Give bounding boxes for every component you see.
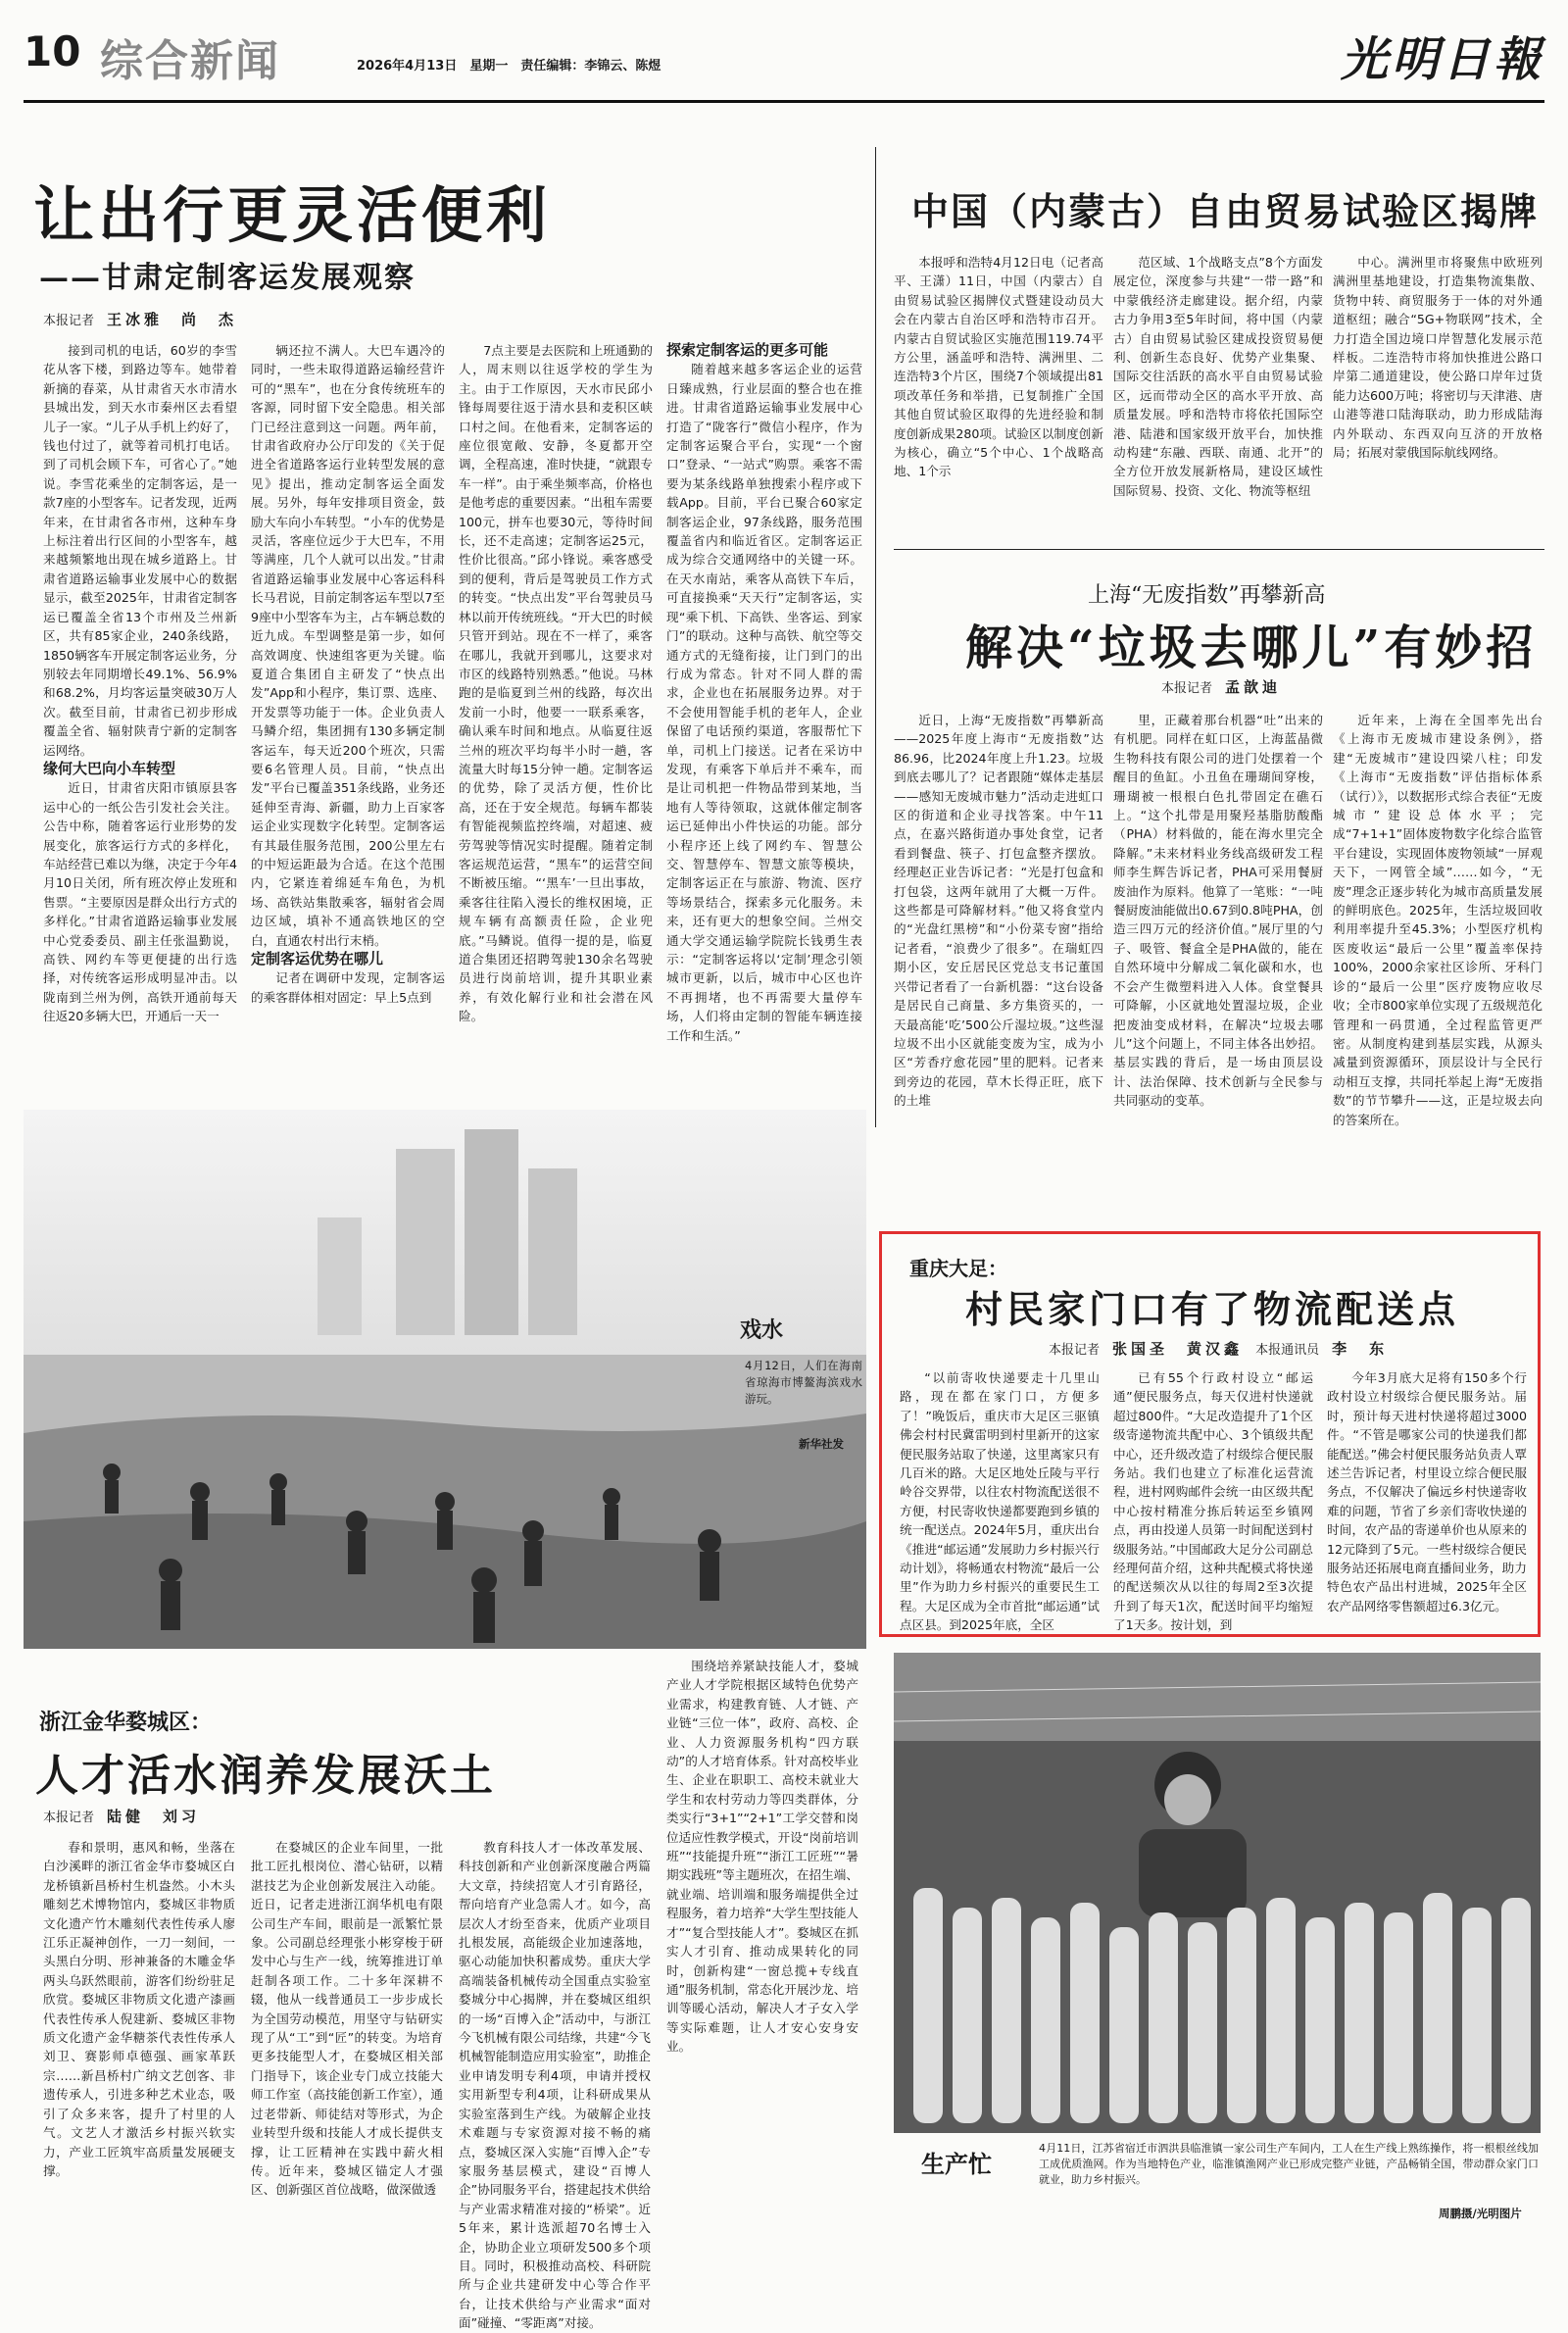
byline-names: 李 东 xyxy=(1332,1340,1389,1358)
article-5-column-2 xyxy=(251,1838,443,2214)
article-3-kicker: 上海“无废指数”再攀新高 xyxy=(1088,583,1326,608)
article-4-kicker: 重庆大足： xyxy=(909,1257,1007,1280)
photo-2-credit: 周鹏摄/光明图片 xyxy=(1439,2207,1522,2220)
paragraph: 今年3月底大足将有150多个行政村设立村级综合便民服务站。届时，预计每天进村快递将超过3000件。“不管是哪家公司的快递我们都能配送。”佛会村便民服务站负责人覃述兰告诉记者，村里设立综合便民服务点，不仅解决了偏远乡村快递寄收难的问题，节省了乡亲们寄收快递的时间，农产品的寄递单价也从原来的12元降到了5元。一些村级综合便民服务站还拓展电商直播间业务，助力特色农产品出村进城，2025年全区农产品网络零售额超过6.3亿元。 xyxy=(1327,1370,1527,1613)
article-4-column-1 xyxy=(900,1368,1100,1633)
byline-prefix: 本报记者 xyxy=(43,1811,95,1825)
byline-prefix: 本报记者 xyxy=(1049,1343,1101,1358)
article-3-column-2 xyxy=(1113,711,1323,1211)
article-1-subtitle: ——甘肃定制客运发展观察 xyxy=(39,261,416,295)
article-3-column-3 xyxy=(1333,711,1543,1211)
paragraph: 本报呼和浩特4月12日电（记者高平、王潇）11日，中国（内蒙古）自由贸易试验区揭牌仪式暨建设动员大会在内蒙古自治区呼和浩特市召开。内蒙古自贸试验区实施范围119.74平方公里，涵盖呼和浩特、满洲里、二连浩特3个片区，围绕7个领域提出81项改革任务和举措，已复制推广全国其他自贸试验区取得的先进经验和制度创新成果280项。试验区以制度创新为核心，确立“5个中心、1个战略高地、1个示 xyxy=(894,255,1103,479)
section-name: 综合新闻 xyxy=(100,36,280,86)
article-2-title: 中国（内蒙古）自由贸易试验区揭牌 xyxy=(911,189,1540,233)
paragraph: 记者在调研中发现，定制客运的乘客群体相对固定：早上5点到 xyxy=(251,970,445,1005)
paragraph: 近日，上海“无废指数”再攀新高——2025年度上海市“无废指数”达86.96，比2024年度上升1.23。垃圾到底去哪儿了？记者跟随“媒体走基层——感知无废城市魅力”活动走进虹口区的街道和企业寻找答案。中午11点，在嘉兴路街道办事处食堂，记者看到餐盘、筷子、打包盒整齐摆放。经理赵正业告诉记者：“光是打包盒和打包袋，这两年就用了大概一万件。这些都是可降解材料。”他又将食堂内的“光盘红黑榜”和“小份菜专窗”指给记者看，“浪费少了很多”。在瑞虹四期小区，安丘居民区党总支书记董国兴带记者看了一台新机器：“这台设备是居民自己商量、多方集资买的，一天最高能‘吃’500公斤湿垃圾。”这些湿垃圾不出小区就能变废为宝，成为小区“芳香疗愈花园”里的肥料。记者来到旁边的花园，草木长得正旺，底下的土堆 xyxy=(894,713,1103,1109)
subheading: 探索定制客运的更多可能 xyxy=(666,341,829,359)
byline-names: 王冰雅 尚 杰 xyxy=(107,311,238,328)
paragraph: 接到司机的电话，60岁的李雪花从客下楼，到路边等车。她带着新摘的春菜，从甘肃省天水市清水县城出发，到天水市秦州区去看望儿子一家。“儿子从手机上约好了，钱也付过了，就等着司机打电话。到了司机会顾下车，可省心了。”她说。李雪花乘坐的定制客运，是一款7座的小型客车。记者发现，近两年来，在甘肃省各市州，这种车身上标注着出行区间的小型客车，越来越频繁地出现在城乡道路上。甘肃省道路运输事业发展中心的数据显示，截至2025年，甘肃省定制客运已覆盖全省13个市州及兰州新区，共有85家企业，240条线路，1850辆客车开展定制客运业务，分别较去年同期增长49.1%、56.9%和68.2%，月均客运量突破30万人次。截至目前，甘肃省已初步形成覆盖全省、辐射陕青宁新的定制客运网络。 xyxy=(43,343,237,758)
article-4-column-3 xyxy=(1327,1368,1527,1621)
article-1-title: 让出行更灵活便利 xyxy=(33,179,552,251)
article-1-column-3 xyxy=(459,341,653,1086)
subheading: 定制客运优势在哪儿 xyxy=(251,950,384,968)
paragraph: 围绕培养紧缺技能人才，婺城产业人才学院根据区域特色优势产业需求，构建教育链、人才链、产业链“三位一体”，政府、高校、企业、人力资源服务机构“四方联动”的人才培育体系。针对高校毕业生、企业在职职工、高校未就业大学生和农村劳动力等四类群体，分类实行“3+1”“2+1”工学交替和岗位适应性教学模式，开设“岗前培训班”“技能提升班”“浙江工匠班”“暑期实践班”等主题班次，在招生端、就业端、培训端和服务端提供全过程服务，着力培养“大学生型技能人才”“复合型技能人才”。婺城区在抓实人才引育、推动成果转化的同时，创新构建“一窗总揽+专线直通”服务机制，常态化开展沙龙、培训等暖心活动，解决人才子女入学等实际难题，让人才安心安身安业。 xyxy=(666,1659,858,2055)
article-3-column-1 xyxy=(894,711,1103,1211)
paragraph: 辆还拉不满人。大巴车遇冷的同时，一些未取得道路运输经营许可的“黑车”，也在分食传统班车的客源，同时留下安全隐患。相关部门已经注意到这一问题。两年前，甘肃省政府办公厅印发的《关于促进全省道路客运行业转型发展的意见》提出，推动定制客运全面发展。另外，每年安排项目资金，鼓励大车向小车转型。“小车的优势是灵活，客座位远少于大巴车，不用等满座，几个人就可以出发。”甘肃省道路运输事业发展中心客运科科长马君说，目前定制客运车型以7至9座中小型客车为主，占车辆总数的近九成。车型调整是第一步，如何高效调度、快速组客更为关键。临夏道合集团自主研发了“快点出发”App和小程序，集订票、选座、开发票等功能于一体。企业负责人马鳞介绍，集团拥有130多辆定制客运车，每天近200个班次，只需要6名管理人员。目前，“快点出发”平台已覆盖351条线路，业务还延伸至青海、新疆，助力上百家客运企业实现数字化转型。定制客运有其最佳服务范围，200公里左右的中短运距最为合适。在这个范围内，它紧连着绵延车角色，为机场、高铁站集散乘客，辐射省会周边区域，填补不通高铁地区的空白，直通农村出行末梢。 xyxy=(251,343,445,948)
newspaper-logo: 光明日報 xyxy=(1340,32,1544,87)
beach-photo xyxy=(24,1110,866,1649)
paragraph: 教育科技人才一体改革发展、科技创新和产业创新深度融合两篇大文章，持续招宽人才引育路径，帮向培育产业急需人才。如今，高层次人才纷至沓来，优质产业项目扎根发展，高能级企业加速落地，驱心动能加快积蓄成势。重庆大学高端装备机械传动全国重点实验室婺城分中心揭牌，并在婺城区组织的一场“百博入企”活动中，与浙江今飞机械有限公司结缘，共建“今飞机械智能制造应用实验室”，助推企业申请发明专利4项，申请并授权实用新型专利4项，让科研成果从实验室落到生产线。为破解企业技术难题与专家资源对接不畅的痛点，婺城区深入实施“百博入企”专家服务基层模式，建设“百博人企”协同服务平台，搭建起技术供给与产业需求精准对接的“桥梁”。近5年来，累计选派超70名博士入企，协助企业立项研发500多个项目。同时，积极推动高校、科研院所与企业共建研发中心等合作平台，让技术供给与产业需求“面对面”碰撞、“零距离”对接。 xyxy=(459,1840,651,2331)
article-1-column-1 xyxy=(43,341,237,1086)
article-5-column-3 xyxy=(459,1838,651,2331)
photo-1-title: 戏水 xyxy=(740,1317,784,1343)
byline-names: 陆健 刘习 xyxy=(107,1808,201,1825)
article-5-kicker: 浙江金华婺城区： xyxy=(39,1710,213,1735)
photo-2-caption: 4月11日，江苏省宿迁市泗洪县临淮镇一家公司生产车间内，工人在生产线上熟练操作，将一根根丝线加工成优质渔网。作为当地特色产业，临淮镇渔网产业已形成完整产业链，产品畅销全国，带动群众家门口就业，助力乡村振兴。 xyxy=(1039,2142,1539,2186)
photo-2-title: 生产忙 xyxy=(921,2150,992,2178)
paragraph: 范区域、1个战略支点”8个方面发展定位，深度参与共建“一带一路”和中蒙俄经济走廊建设。据介绍，内蒙古力争用3至5年时间，将中国（内蒙古）自由贸易试验区建成投资贸易便利、创新生态良好、优势产业集聚、国际交往活跃的高水平自由贸易试验区，远而带动全区的高水平开放、高质量发展。呼和浩特市将依托国际空港、陆港和国家级开放平台，加快推动构建“东融、西联、南通、北开”的全方位开放发展新格局，建设区域性国际贸易、投资、文化、物流等枢纽 xyxy=(1113,255,1323,498)
subheading: 缘何大巴向小车转型 xyxy=(43,759,176,777)
paragraph: 里，正藏着那台机器“吐”出来的有机肥。同样在虹口区，上海蓝晶微生物科技有限公司的进门处摆着一个醒目的鱼缸。小丑鱼在珊瑚间穿梭，珊瑚被一根根白色扎带固定在礁石上。“这个扎带是用聚羟基脂肪酸酯（PHA）材料做的，能在海水里完全降解。”未来材料业务线高级研发工程师李生辉告诉记者，PHA可采用餐厨废油作为原料。他算了一笔账：“一吨餐厨废油能做出0.67到0.8吨PHA，创造三四万元的经济价值。”展厅里的勺子、吸管、餐盒全是PHA做的，能在自然环境中分解成二氧化碳和水，也不会产生微塑料进入人体。食堂餐具可降解，小区就地处置湿垃圾，企业把废油变成材料，在解决“垃圾去哪儿”这个问题上，不同主体各出妙招。基层实践的背后，是一场由顶层设计、法治保障、技术创新与全民参与共同驱动的变革。 xyxy=(1113,713,1323,1109)
photo-1-caption: 4月12日，人们在海南省琼海市博鳌海滨戏水游玩。 xyxy=(745,1359,862,1406)
section-divider xyxy=(894,549,1544,550)
byline-names: 张国圣 黄汉鑫 xyxy=(1112,1340,1244,1358)
page-number: 10 xyxy=(24,27,81,75)
photo-1-credit: 新华社发 xyxy=(799,1437,844,1451)
article-4-column-2 xyxy=(1113,1368,1313,1633)
article-5-title: 人才活水润养发展沃土 xyxy=(35,1751,496,1801)
byline-prefix: 本报记者 xyxy=(1161,681,1213,696)
article-3-title: 解决“垃圾去哪儿”有妙招 xyxy=(965,620,1538,675)
article-4-title: 村民家门口有了物流配送点 xyxy=(965,1287,1460,1331)
masthead xyxy=(24,27,1544,103)
paragraph: “以前寄收快递要走十几里山路，现在都在家门口，方便多了！”晚饭后，重庆市大足区三驱镇佛会村村民冀雷明到村里新开的这家便民服务站取了快递，这里离家只有几百米的路。大足区地处丘陵与平行岭谷交界带，以往农村物流配送很不方便，村民寄收快递都要跑到乡镇的统一配送点。2024年5月，重庆出台《推进“邮运通”发展助力乡村振兴行动计划》，将畅通农村物流“最后一公里”作为助力乡村振兴的重要民生工程。大足区成为全市首批“邮运通”试点区县。到2025年底，全区 xyxy=(900,1370,1100,1633)
byline-prefix: 本报通讯员 xyxy=(1255,1343,1320,1358)
factory-photo-image xyxy=(894,1653,1541,2133)
byline-names: 孟歆迪 xyxy=(1225,678,1282,696)
factory-photo xyxy=(894,1653,1541,2133)
article-3-byline xyxy=(1161,676,1281,697)
date-editor-line: 2026年4月13日 星期一 责任编辑：李锦云、陈煜 xyxy=(357,59,662,74)
paragraph: 中心。满洲里市将聚焦中欧班列满洲里基地建设，打造集物流集散、货物中转、商贸服务于一体的对外通道枢纽；融合“5G+物联网”技术，全力打造全国边境口岸智慧化发展示范样板。二连浩特市将加快推进公路口岸第二通道建设，使公路口岸年过货能力达600万吨；将密切与天津港、唐山港等港口陆海联动，助力形成陆海内外联动、东西双向互济的开放格局；拓展对蒙俄国际航线网络。 xyxy=(1333,255,1543,461)
article-4-byline xyxy=(1049,1338,1388,1359)
beach-photo-image xyxy=(24,1110,866,1649)
article-1-column-4 xyxy=(666,341,862,1086)
column-divider xyxy=(875,147,876,1127)
article-5-byline xyxy=(43,1806,200,1826)
article-2-column-2 xyxy=(1113,253,1323,539)
byline-prefix: 本报记者 xyxy=(43,314,95,328)
paragraph: 近日，甘肃省庆阳市镇原县客运中心的一纸公告引发社会关注。公告中称，随着客运行业形势的发展变化，旅客运行方式的多样化，车站经营已难以为继，决定于今年4月10日关闭，所有班次停止发班和售票。“主要原因是群众出行方式的多样化。”甘肃省道路运输事业发展中心党委委员、副主任张温勤说，高铁、网约车等更便捷的出行选择，对传统客运形成明显冲击。以陇南到兰州为例，高铁开通前每天往返20多辆大巴，开通后一天一 xyxy=(43,780,237,1024)
paragraph: 随着越来越多客运企业的运营日臻成熟，行业层面的整合也在推进。甘肃省道路运输事业发展中心打造了“陇客行”微信小程序，作为定制客运聚合平台，实现“一个窗口”登录、“一站式”购票。乘客不需要为某条线路单独搜索小程序或下载App。目前，平台已聚合60家定制客运企业，97条线路，服务范围覆盖省内和临近省区。定制客运正成为综合交通网络中的关键一环。在天水南站，乘客从高铁下车后，可直接换乘“天天行”定制客运，实现“乘下机、下高铁、坐客运、到家门”的联动。这种与高铁、航空等交通方式的无缝衔接，让门到门的出行成为常态。针对不同人群的需求，企业也在拓展服务边界。对于不会使用智能手机的老年人，企业保留了电话预约渠道，客服帮忙下单，司机上门接送。记者在采访中发现，有乘客下单后并不乘车，而是让司机把一件物品带到某地，当地有人等待领取，这就体催定制客运已延伸出小件快运的功能。部分小程序还上线了网约车、智慧公交、智慧停车、智慧文旅等模块，定制客运正在与旅游、物流、医疗等场景结合，探索多元化服务。未来，还有更大的想象空间。兰州交通大学交通运输学院院长钱勇生表示：“定制客运将以‘定制’理念引领城市更新，以后，城市中心区也许不再拥堵，也不再需要大量停车场，人们将由定制的智能车辆连接工作和生活。” xyxy=(666,362,862,1043)
paragraph: 近年来，上海在全国率先出台《上海市无废城市建设条例》，搭建“无废城市”建设四梁八柱；印发《上海市“无废指数”评估指标体系（试行）》，以数据形式综合表征“无废城市”建设总体水平；完成“7+1+1”固体废物数字化综合监管平台建设，实现固体废物领域“一屏观天下，一网管全域”……如今，“无废”理念正逐步转化为城市高质量发展的鲜明底色。2025年，生活垃圾回收利用率提升至45.3%；小型医疗机构医废收运“最后一公里”覆盖率保持100%，2000余家社区诊所、牙科门诊的“最后一公里”医疗废物应收尽收；全市800家单位实现了五级规范化管理和一码贯通，全过程监管更严密。从制度构建到基层实践，从源头减量到资源循环，顶层设计与全民行动相互支撑，共同托举起上海“无废指数”的节节攀升——这，正是垃圾去向的答案所在。 xyxy=(1333,713,1543,1127)
paragraph: 7点主要是去医院和上班通勤的人，周末则以往返学校的学生为主。由于工作原因，天水市民邱小锋每周要往返于清水县和麦积区峡口村之间。在他看来，定制客运的座位很宽敞、安静，冬夏都开空调，全程高速，准时快捷，“就跟专车一样”。由于乘坐频率高，价格也是他考虑的重要因素。“出租车需要100元，拼车也要30元，等待时间长，还不走高速；定制客运25元，性价比很高。”邱小锋说。乘客感受到的便利，背后是驾驶员工作方式的转变。“快点出发”平台驾驶员马林以前开传统班线。“开大巴的时候只管开到站。现在不一样了，乘客在哪儿，我就开到哪儿，这要求对市区的线路特别熟悉。”他说。马林跑的是临夏到兰州的线路，每次出发前一小时，他要一一联系乘客，确认乘车时间和地点。从临夏往返兰州的班次平均每半小时一趟，客流量大时每15分钟一趟。定制客运的优势，除了灵活方便，性价比高，还在于安全规范。每辆车都装有智能视频监控终端，对超速、疲劳驾驶等情况实时提醒。随着定制客运规范运营，“黑车”的运营空间不断被压缩。“‘黑车’一旦出事故，乘客往往陷入漫长的维权困境，正规车辆有高额责任险，企业兜底。”马鳞说。值得一提的是，临夏道合集团还招聘驾驶130余名驾驶员进行岗前培训，提升其职业素养，有效化解行业和社会潜在风险。 xyxy=(459,343,653,1024)
article-1-column-2 xyxy=(251,341,445,1086)
paragraph: 春和景明，惠风和畅，坐落在白沙溪畔的浙江省金华市婺城区白龙桥镇新昌桥村生机盎然。小木头雕刻艺术博物馆内，婺城区非物质文化遗产竹木雕刻代表性传承人廖江乐正凝神创作，一刀一刻间，一头黑白分明、形神兼备的木雕金华两头乌跃然眼前，游客们纷纷驻足欣赏。婺城区非物质文化遗产漆画代表性传承人倪建新、婺城区非物质文化遗产金华糖茶代表性传承人刘卫、赛影师卓德强、画家革跃宗……新昌桥村广纳文艺创客、非遗传承人，引进多种艺术业态，吸引了众多来客，提升了村里的人气。文艺人才激活乡村振兴软实力，产业工匠筑牢高质量发展硬支撑。 xyxy=(43,1840,235,2178)
paragraph: 在婺城区的企业车间里，一批批工匠扎根岗位、潜心钻研，以精湛技艺为企业创新发展注入动能。近日，记者走进浙江润华机电有限公司生产车间，眼前是一派繁忙景象。公司副总经理张小彬穿梭于研发中心与生产一线，统筹推进订单赶制各项工作。二十多年深耕不辍，他从一线普通员工一步步成长为全国劳动模范，用坚守与钻研实现了从“工”到“匠”的转变。为培育更多技能型人才，在婺城区相关部门指导下，该企业专门成立技能大师工作室（高技能创新工作室），通过老带新、师徒结对等形式，为企业转型升级和技能人才成长提供支撑，让工匠精神在实践中薪火相传。近年来，婺城区锚定人才强区、创新强区首位战略，做深做透 xyxy=(251,1840,443,2198)
article-5-column-4 xyxy=(666,1657,858,2214)
article-2-column-3 xyxy=(1333,253,1543,539)
article-1-byline xyxy=(43,309,237,329)
paragraph: 已有55个行政村设立“邮运通”便民服务点，每天仅进村快递就超过800件。“大足改造提升了1个区级寄递物流共配中心、3个镇级共配中心，还升级改造了村级综合便民服务站。我们也建立了标准化运营流程，进村网购邮件会统一由区级共配中心按村精准分拣后转运至乡镇网点，再由投递人员第一时间配送到村级服务站。”中国邮政大足分公司副总经理何苗介绍，这种共配模式将快递的配送频次从以往的每周2至3次提升到了每天1次，配送时间平均缩短了1天多。按计划，到 xyxy=(1113,1370,1313,1633)
article-5-column-1 xyxy=(43,1838,235,2214)
article-2-column-1 xyxy=(894,253,1103,539)
